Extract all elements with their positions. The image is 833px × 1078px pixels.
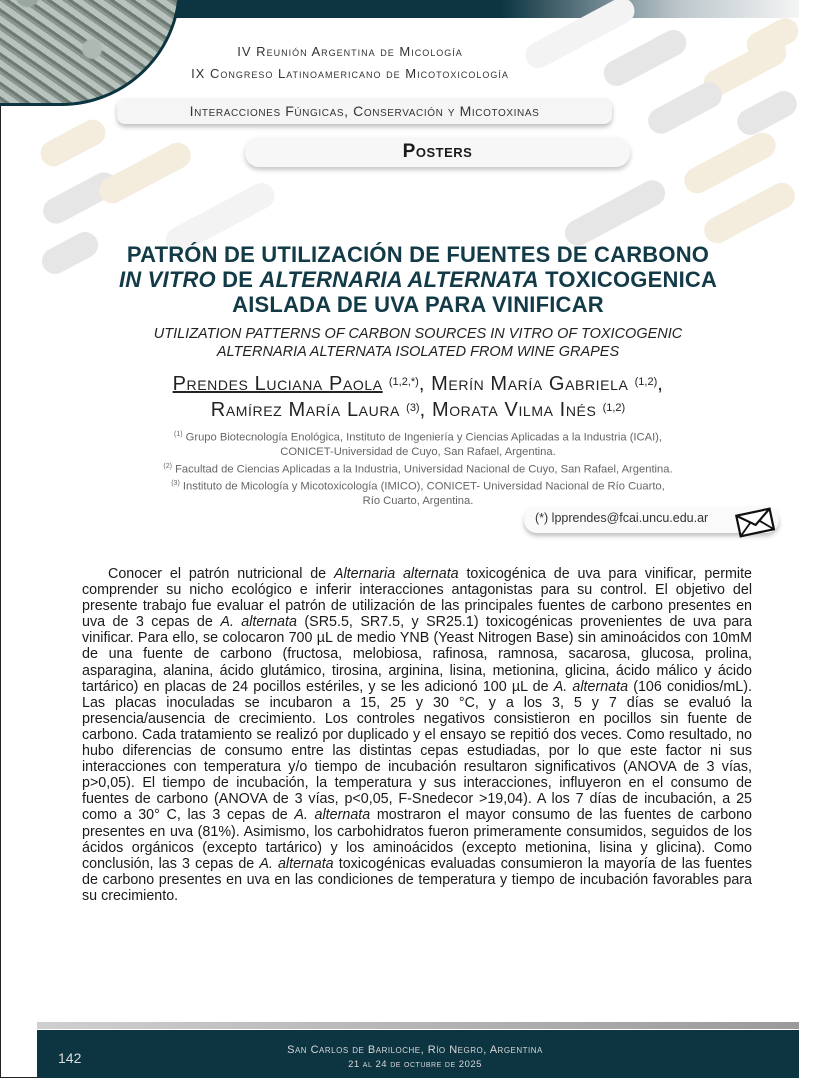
species-name: A. alternata (220, 614, 297, 631)
author-list (82, 371, 754, 423)
abstract-text: Conocer el patrón nutricional de (108, 566, 334, 582)
right-margin (799, 0, 833, 1078)
affiliations (100, 428, 736, 509)
authors-line-1: Prendes Luciana Paola $^{(1,2,*)}$, Merín María Gabriela $^{(1,2)}$, (172, 373, 664, 395)
footer-dates: 21 al 24 de octubre de 2025 (348, 1059, 482, 1070)
contact-email[interactable]: (*) lpprendes@fcai.uncu.edu.ar (535, 511, 709, 525)
author-name: Prendes Luciana Paola (172, 373, 383, 395)
section-title: Posters (245, 137, 630, 167)
authors-line-2: Ramírez María Laura $^{(3)}$, Morata Vilma Inés $^{(1,2)}$ (210, 399, 626, 421)
title-text: DE (215, 267, 260, 292)
page-number: 142 (58, 1050, 82, 1066)
title-line-2 (82, 267, 754, 292)
conference-line-2: IX Congreso Latinoamericano de Micotoxicología (191, 66, 509, 81)
abstract-text: toxicogénica de uva para vinificar, permite comprender su nicho ecológico e inferir interacciones antagonistas para su control. El objetivo del presente trabajo fue evaluar el patrón de utilización de las principales fuentes de carbono presentes en uva de 3 cepas de (82, 566, 752, 631)
affiliation-text: Facultad de Ciencias Aplicadas a la Industria, Universidad Nacional de Cuyo, San Rafael, Argentina. (171, 463, 673, 476)
species-name: Alternaria alternata (333, 566, 459, 582)
conference-line-1: IV Reunión Argentina de Micología (237, 44, 463, 59)
abstract-text: toxicogénicas evaluadas consumieron la mayoría de las fuentes de carbono presentes en uva en las condiciones de temperatura y tiempo de incubación favorables para su crecimiento. (82, 855, 752, 904)
title-line-3: AISLADA DE UVA PARA VINIFICAR (232, 292, 604, 317)
species-name: A. alternata (294, 807, 371, 824)
affiliation-text: Instituto de Micología y Micotoxicología (IMICO), CONICET- Universidad Nacional de Río Cuarto, (179, 480, 665, 493)
article-title (82, 242, 754, 317)
header-band-fade (500, 0, 800, 18)
author-affiliation: (1,2,*) (388, 376, 419, 388)
affiliation-1 (100, 428, 736, 445)
subtitle-line-2: ALTERNARIA ALTERNATA ISOLATED FROM WINE GRAPES (216, 344, 620, 360)
author-name: Merín María Gabriela (431, 373, 629, 395)
affiliation-mark: (1) (173, 431, 183, 438)
species-name: A. alternata (259, 855, 334, 872)
abstract-text: (106 conidios/mL). Las placas inoculadas se incubaron a 15, 25 y 30 °C, y a los 3, 5 y 7 días se evaluó la presencia/ausencia de crecimiento. Los controles negativos consistieron en pocillos sin fuente de carbono. Cada tratamiento se realizó por duplicado y el ensayo se repitió dos veces. Como resultado, no hubo diferencias de consumo entre las distintas cepas estudiadas, por lo que este factor ni sus interacciones con temperatura y/o tiempo de incubación resultaron significativos (ANOVA de 3 vías, p>0,05). El tiempo de incubación, la temperatura y sus interacciones, influyeron en el consumo de fuentes de carbono (ANOVA de 3 vías, p<0,05, F-Snedecor >19,04). A los 7 días de incubación, a 25 como a 30° C, las 3 cepas de (82, 678, 752, 824)
footer-rule (37, 1022, 799, 1029)
affiliation-2 (100, 460, 736, 477)
theme-banner: Interacciones Fúngicas, Conservación y Micotoxinas (117, 98, 612, 124)
abstract-text: (SR5.5, SR7.5, y SR25.1) toxicogénicas provenientes de uva para vinificar. Para ello, se colocaron 700 µL de medio YNB (Yeast Nitrogen Base) sin aminoácidos con 10mM de una fuente de carbono (fructosa, melobiosa, rafinosa, ramnosa, sacarosa, glucosa, prolina, asparagina, alanina, ácido glutámico, tirosina, arginina, lisina, metionina, glicina, ácido málico y ácido tartárico) en placas de 24 pocillos estériles, y se les adicionó 100 µL de (82, 614, 752, 695)
title-italic-species: ALTERNARIA ALTERNATA (259, 267, 539, 292)
author-affiliation: (1,2) (602, 402, 626, 414)
envelope-icon (735, 505, 775, 539)
affiliation-3-cont: Río Cuarto, Argentina. (362, 495, 474, 508)
author-affiliation: (3) (406, 402, 420, 414)
title-text: TOXICOGENICA (538, 267, 718, 292)
english-subtitle (100, 325, 736, 361)
abstract-text: mostraron el mayor consumo de las fuentes de carbono presentes en uva (81%). Asimismo, los carbohidratos fueron primeramente consumidos, seguidos de los ácidos orgánicos (excepto tartárico) y los aminoácidos (excepto metionina, lisina y glicina). Como conclusión, las 3 cepas de (82, 807, 752, 872)
subtitle-line-1: UTILIZATION PATTERNS OF CARBON SOURCES IN VITRO OF TOXICOGENIC (153, 326, 683, 342)
author-name: Ramírez María Laura (210, 399, 400, 421)
title-line-1: PATRÓN DE UTILIZACIÓN DE FUENTES DE CARBONO (126, 242, 710, 267)
title-italic-in-vitro: IN VITRO (118, 267, 216, 292)
footer-location: San Carlos de Bariloche, Río Negro, Argentina (287, 1044, 543, 1056)
author-affiliation: (1,2) (634, 376, 658, 388)
affiliation-mark: (3) (171, 479, 180, 487)
species-name: A. alternata (553, 678, 629, 695)
abstract-body (82, 566, 752, 904)
author-name: Morata Vilma Inés (431, 399, 597, 421)
affiliation-text: Grupo Biotecnología Enológica, Instituto de Ingeniería y Ciencias Aplicadas a la Industria (ICAI), (182, 431, 663, 444)
affiliation-mark: (2) (163, 462, 172, 470)
affiliation-1-cont: CONICET-Universidad de Cuyo, San Rafael, Argentina. (280, 446, 556, 459)
affiliation-3 (100, 477, 736, 494)
